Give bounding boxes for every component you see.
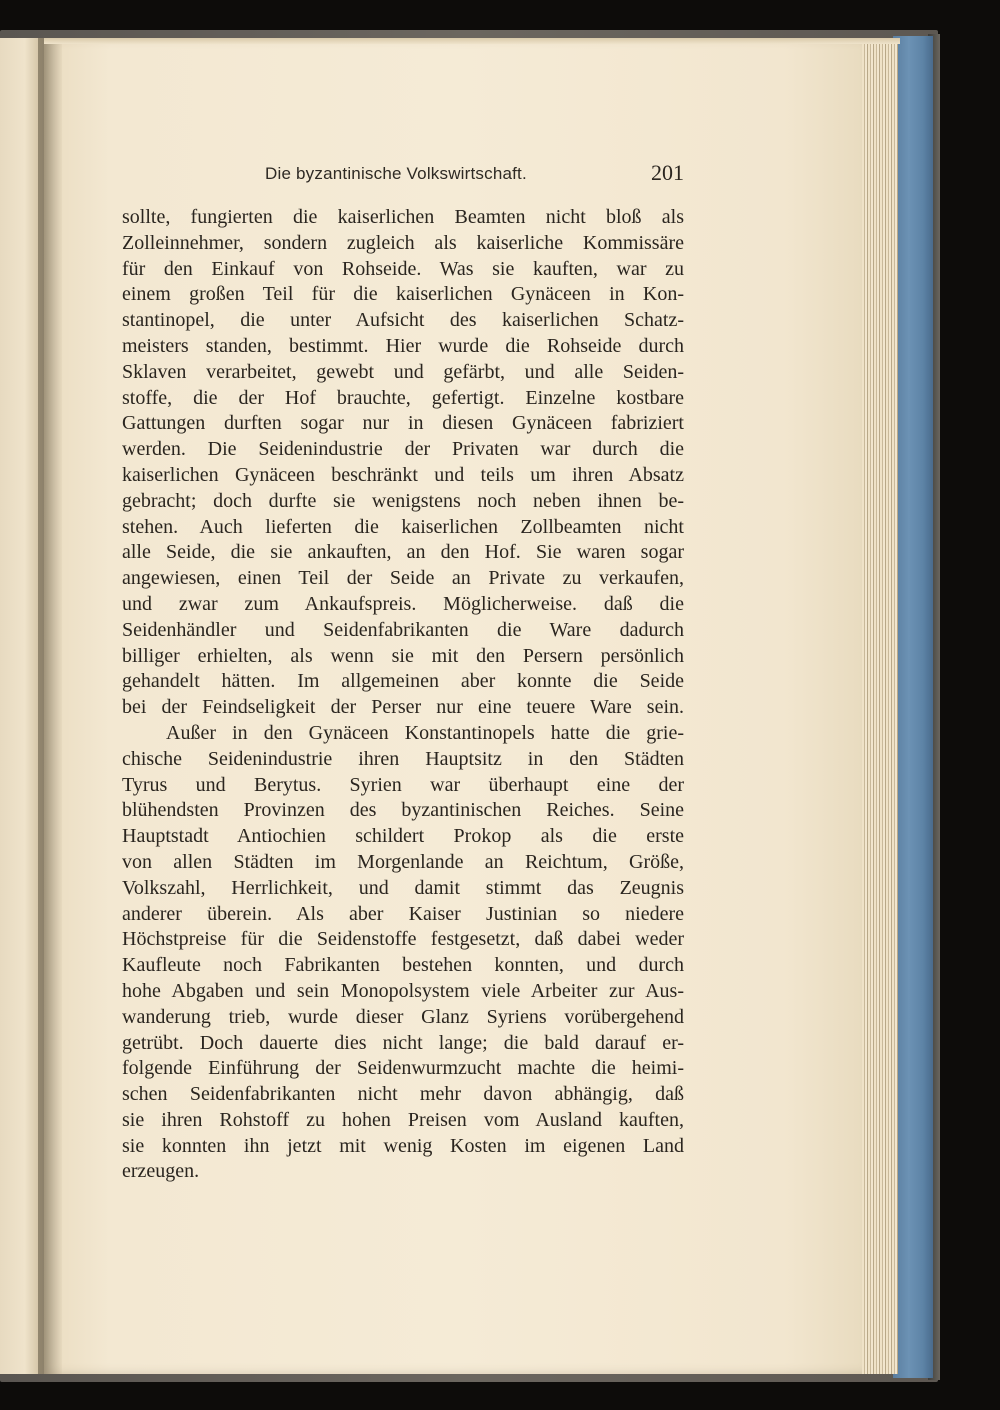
text-line: folgende Einführung der Seidenwurmzucht machte die heimi-	[122, 1057, 684, 1080]
text-line: Seidenhändler und Seidenfabrikanten die Ware dadurch	[122, 618, 684, 641]
text-line: werden. Die Seidenindustrie der Privaten war durch die	[122, 438, 684, 461]
text-line: stehen. Auch lieferten die kaiserlichen Zollbeamten nicht	[122, 515, 684, 538]
text-line: wanderung trieb, wurde dieser Glanz Syriens vorübergehend	[122, 1005, 684, 1028]
text-line: für den Einkauf von Rohseide. Was sie kauften, war zu	[122, 257, 684, 280]
page-edges-stack	[862, 44, 898, 1374]
text-line: Volkszahl, Herrlichkeit, und damit stimmt das Zeugnis	[122, 876, 684, 899]
text-line: gehandelt hätten. Im allgemeinen aber konnte die Seide	[122, 670, 684, 693]
running-head	[122, 160, 684, 192]
text-line: stantinopel, die unter Aufsicht des kaiserlichen Schatz-	[122, 309, 684, 332]
text-line: sie konnten ihn jetzt mit wenig Kosten im eigenen Land	[122, 1134, 684, 1157]
text-line: kaiserlichen Gynäceen beschränkt und teils um ihren Absatz	[122, 463, 684, 486]
text-line: gebracht; doch durfte sie wenigstens noch neben ihnen be-	[122, 489, 684, 512]
text-line: alle Seide, die sie ankauften, an den Hof. Sie waren sogar	[122, 541, 684, 564]
text-line-last: erzeugen.	[122, 1160, 200, 1183]
page-number: 201	[651, 160, 684, 185]
page-top-edge	[44, 38, 900, 44]
text-line: Höchstpreise für die Seidenstoffe festgesetzt, daß dabei weder	[122, 928, 684, 951]
text-line: sollte, fungierten die kaiserlichen Beamten nicht bloß als	[122, 206, 684, 228]
text-line: von allen Städten im Morgenlande an Reichtum, Größe,	[122, 850, 684, 873]
text-line: hohe Abgaben und sein Monopolsystem viele Arbeiter zur Aus-	[122, 979, 684, 1002]
gutter-shadow	[38, 38, 62, 1374]
text-line: Hauptstadt Antiochien schildert Prokop als die erste	[122, 825, 684, 848]
text-line: und zwar zum Ankaufspreis. Möglicherweise. daß die	[122, 592, 684, 615]
text-line: anderer überein. Als aber Kaiser Justinian so niedere	[122, 902, 684, 925]
text-line: sie ihren Rohstoff zu hohen Preisen vom Ausland kauften,	[122, 1108, 684, 1131]
running-head-title: Die byzantinische Volkswirtschaft.	[265, 164, 527, 183]
text-line-paragraph-start: Außer in den Gynäceen Konstantinopels hatte die grie-	[166, 721, 684, 744]
blue-endpaper	[893, 36, 933, 1378]
text-line: Tyrus und Berytus. Syrien war überhaupt eine der	[122, 773, 684, 796]
text-line: billiger erhielten, als wenn sie mit den Persern persönlich	[122, 644, 684, 667]
text-line: Zolleinnehmer, sondern zugleich als kaiserliche Kommissäre	[122, 231, 684, 254]
text-line: meisters standen, bestimmt. Hier wurde die Rohseide durch	[122, 334, 684, 357]
body-text	[122, 205, 684, 1185]
text-line: blühendsten Provinzen des byzantinischen Reiches. Seine	[122, 799, 684, 822]
text-line: einem großen Teil für die kaiserlichen Gynäceen in Kon-	[122, 283, 684, 306]
text-line: getrübt. Doch dauerte dies nicht lange; die bald darauf er-	[122, 1031, 684, 1054]
text-line: bei der Feindseligkeit der Perser nur eine teuere Ware sein.	[122, 696, 684, 719]
text-line: schen Seidenfabrikanten nicht mehr davon abhängig, daß	[122, 1083, 684, 1106]
text-line: Kaufleute noch Fabrikanten bestehen konnten, und durch	[122, 954, 684, 977]
text-line: Gattungen durften sogar nur in diesen Gynäceen fabriziert	[122, 412, 684, 435]
text-line: angewiesen, einen Teil der Seide an Private zu verkaufen,	[122, 567, 684, 590]
text-line: chische Seidenindustrie ihren Hauptsitz in den Städten	[122, 747, 684, 770]
text-line: Sklaven verarbeitet, gewebt und gefärbt, und alle Seiden-	[122, 360, 684, 383]
text-line: stoffe, die der Hof brauchte, gefertigt. Einzelne kostbare	[122, 386, 684, 409]
